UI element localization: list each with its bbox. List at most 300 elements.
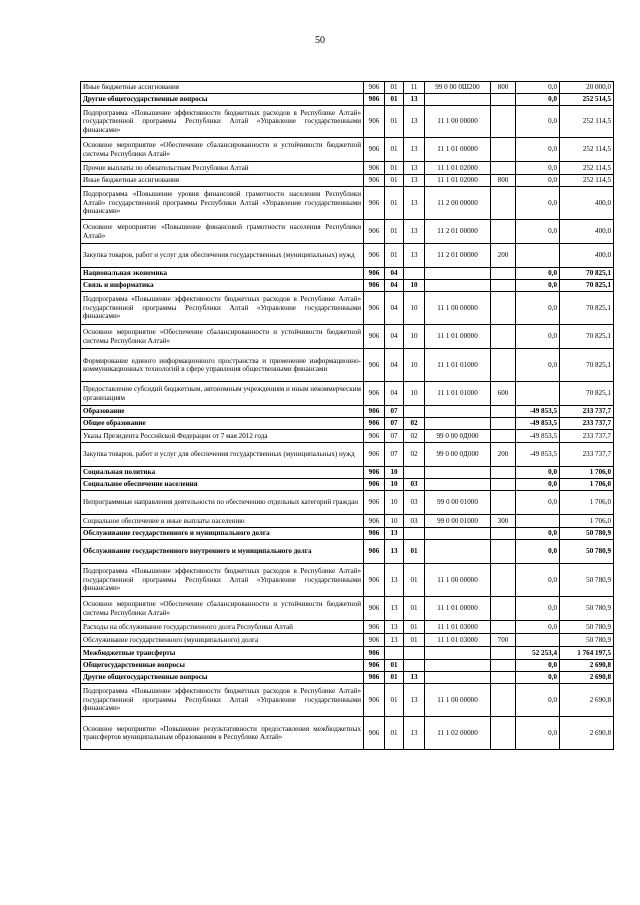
row-subsection-code: 10	[404, 325, 425, 349]
row-description: Основное мероприятие «Обеспечение сбалансированности и устойчивости бюджетной системы Республики Алтай»	[81, 597, 364, 621]
row-section-code: 13	[385, 540, 404, 564]
row-department-code: 906	[364, 292, 385, 325]
row-department-code: 906	[364, 106, 385, 138]
row-subsection-code: 02	[404, 430, 425, 443]
row-section-code: 13	[385, 597, 404, 621]
row-total: 70 825,1	[560, 280, 614, 292]
row-expense-type	[491, 94, 516, 106]
row-amendment: 0,0	[516, 292, 560, 325]
row-amendment: 0,0	[516, 94, 560, 106]
row-target-article: 99 0 00 0Ш200	[425, 82, 491, 94]
budget-table	[80, 81, 614, 750]
row-amendment: 0,0	[516, 175, 560, 187]
row-target-article: 11 1 01 01000	[425, 349, 491, 382]
row-subsection-code: 02	[404, 418, 425, 430]
row-amendment: 0,0	[516, 325, 560, 349]
row-total: 1 706,0	[560, 479, 614, 491]
table-row	[81, 268, 614, 280]
table-row	[81, 717, 614, 750]
table-row	[81, 382, 614, 406]
row-target-article: 11 1 02 00000	[425, 717, 491, 750]
row-section-code: 10	[385, 515, 404, 528]
row-amendment: 0,0	[516, 479, 560, 491]
row-description: Общегосударственные вопросы	[81, 660, 364, 672]
row-department-code: 906	[364, 280, 385, 292]
row-total: 50 780,9	[560, 621, 614, 634]
row-section-code: 01	[385, 660, 404, 672]
row-expense-type	[491, 220, 516, 244]
table-row	[81, 220, 614, 244]
row-description: Основное мероприятие «Обеспечение сбалансированности и устойчивости бюджетной системы Республики Алтай»	[81, 138, 364, 162]
row-description: Закупка товаров, работ и услуг для обеспечения государственных (муниципальных) нужд	[81, 244, 364, 268]
row-description: Предоставление субсидий бюджетным, автономным учреждениям и иным некоммерческим организациям	[81, 382, 364, 406]
row-target-article: 11 1 01 00000	[425, 325, 491, 349]
row-expense-type	[491, 467, 516, 479]
row-total: 50 780,9	[560, 634, 614, 647]
row-department-code: 906	[364, 491, 385, 515]
row-expense-type	[491, 280, 516, 292]
table-row	[81, 175, 614, 187]
row-section-code: 13	[385, 564, 404, 597]
row-description: Обслуживание государственного (муниципального) долга	[81, 634, 364, 647]
row-expense-type: 600	[491, 382, 516, 406]
row-amendment: 0,0	[516, 138, 560, 162]
row-description: Подпрограмма «Повышение эффективности бюджетных расходов в Республике Алтай» государственной программы Республики Алтай «Управление государственными финансами»	[81, 684, 364, 717]
row-section-code: 01	[385, 717, 404, 750]
row-amendment: 0,0	[516, 540, 560, 564]
row-amendment: 0,0	[516, 672, 560, 684]
row-amendment: -49 853,5	[516, 430, 560, 443]
row-department-code: 906	[364, 564, 385, 597]
row-expense-type	[491, 540, 516, 564]
row-expense-type	[491, 564, 516, 597]
row-total: 252 114,5	[560, 175, 614, 187]
row-section-code: 01	[385, 82, 404, 94]
row-expense-type	[491, 418, 516, 430]
row-subsection-code: 13	[404, 162, 425, 175]
table-row	[81, 418, 614, 430]
row-expense-type	[491, 479, 516, 491]
row-description: Иные бюджетные ассигнования	[81, 175, 364, 187]
row-subsection-code: 01	[404, 564, 425, 597]
row-section-code: 07	[385, 443, 404, 467]
row-subsection-code: 03	[404, 491, 425, 515]
row-target-article: 99 0 00 0Д000	[425, 430, 491, 443]
row-target-article	[425, 268, 491, 280]
row-subsection-code: 01	[404, 634, 425, 647]
row-expense-type: 200	[491, 443, 516, 467]
row-total: 50 780,9	[560, 564, 614, 597]
row-total: 1 706,0	[560, 491, 614, 515]
row-amendment: 0,0	[516, 467, 560, 479]
table-row	[81, 280, 614, 292]
row-total: 50 780,9	[560, 528, 614, 540]
row-section-code: 01	[385, 220, 404, 244]
row-expense-type	[491, 187, 516, 220]
row-target-article	[425, 672, 491, 684]
row-subsection-code: 11	[404, 82, 425, 94]
table-row	[81, 597, 614, 621]
row-description: Подпрограмма «Повышение эффективности бюджетных расходов в Республике Алтай» государственной программы Республики Алтай «Управление государственными финансами»	[81, 106, 364, 138]
row-section-code: 01	[385, 187, 404, 220]
row-section-code: 04	[385, 268, 404, 280]
row-department-code: 906	[364, 175, 385, 187]
row-subsection-code	[404, 660, 425, 672]
row-department-code: 906	[364, 515, 385, 528]
row-department-code: 906	[364, 220, 385, 244]
row-department-code: 906	[364, 138, 385, 162]
table-row	[81, 479, 614, 491]
row-total: 2 690,8	[560, 717, 614, 750]
row-department-code: 906	[364, 479, 385, 491]
row-section-code: 07	[385, 406, 404, 418]
table-row	[81, 106, 614, 138]
table-row	[81, 325, 614, 349]
row-subsection-code: 13	[404, 244, 425, 268]
table-row	[81, 540, 614, 564]
row-total: 2 690,8	[560, 684, 614, 717]
row-total: 252 114,5	[560, 138, 614, 162]
row-section-code: 01	[385, 162, 404, 175]
row-total: 1 706,0	[560, 467, 614, 479]
row-department-code: 906	[364, 82, 385, 94]
row-amendment: 0,0	[516, 349, 560, 382]
row-department-code: 906	[364, 540, 385, 564]
row-section-code: 01	[385, 175, 404, 187]
row-total: 70 825,1	[560, 292, 614, 325]
row-section-code: 01	[385, 672, 404, 684]
row-target-article: 11 2 01 00000	[425, 220, 491, 244]
row-section-code	[385, 647, 404, 660]
row-description: Связь и информатика	[81, 280, 364, 292]
row-target-article: 11 1 01 02000	[425, 175, 491, 187]
row-department-code: 906	[364, 528, 385, 540]
row-section-code: 04	[385, 325, 404, 349]
row-department-code: 906	[364, 162, 385, 175]
row-expense-type	[491, 491, 516, 515]
row-section-code: 04	[385, 280, 404, 292]
row-section-code: 07	[385, 418, 404, 430]
row-subsection-code: 10	[404, 349, 425, 382]
row-amendment: 0,0	[516, 564, 560, 597]
row-subsection-code: 10	[404, 292, 425, 325]
row-amendment: 52 253,4	[516, 647, 560, 660]
row-total: 50 780,9	[560, 540, 614, 564]
table-row	[81, 660, 614, 672]
row-target-article	[425, 94, 491, 106]
row-target-article	[425, 528, 491, 540]
row-description: Межбюджетные трансферты	[81, 647, 364, 660]
row-amendment: 0,0	[516, 106, 560, 138]
row-section-code: 13	[385, 621, 404, 634]
row-section-code: 01	[385, 684, 404, 717]
row-subsection-code: 01	[404, 540, 425, 564]
row-department-code: 906	[364, 418, 385, 430]
row-section-code: 01	[385, 94, 404, 106]
row-subsection-code: 13	[404, 138, 425, 162]
row-total: 1 706,0	[560, 515, 614, 528]
row-amendment	[516, 244, 560, 268]
row-section-code: 01	[385, 138, 404, 162]
row-subsection-code: 03	[404, 479, 425, 491]
row-expense-type	[491, 325, 516, 349]
row-target-article: 99 0 00 01000	[425, 515, 491, 528]
row-description: Расходы на обслуживание государственного долга Республики Алтай	[81, 621, 364, 634]
row-subsection-code: 13	[404, 684, 425, 717]
row-expense-type	[491, 138, 516, 162]
row-department-code: 906	[364, 634, 385, 647]
row-department-code: 906	[364, 430, 385, 443]
row-target-article: 99 0 00 01000	[425, 491, 491, 515]
row-amendment: 0,0	[516, 187, 560, 220]
row-target-article: 11 2 01 00000	[425, 244, 491, 268]
row-subsection-code: 13	[404, 175, 425, 187]
row-section-code: 10	[385, 491, 404, 515]
row-section-code: 07	[385, 430, 404, 443]
row-description: Подпрограмма «Повышение эффективности бюджетных расходов в Республике Алтай» государственной программы Республики Алтай «Управление государственными финансами»	[81, 292, 364, 325]
row-description: Социальное обеспечение и иные выплаты населению	[81, 515, 364, 528]
row-target-article: 11 1 00 00000	[425, 684, 491, 717]
row-total: 233 737,7	[560, 430, 614, 443]
row-department-code: 906	[364, 467, 385, 479]
row-total: 233 737,7	[560, 443, 614, 467]
row-total: 70 825,1	[560, 268, 614, 280]
row-total: 20 000,0	[560, 82, 614, 94]
table-row	[81, 634, 614, 647]
row-total: 252 114,5	[560, 162, 614, 175]
row-section-code: 01	[385, 106, 404, 138]
row-target-article: 11 1 01 00000	[425, 138, 491, 162]
row-expense-type	[491, 672, 516, 684]
row-target-article	[425, 540, 491, 564]
table-row	[81, 467, 614, 479]
row-expense-type	[491, 660, 516, 672]
table-row	[81, 292, 614, 325]
table-row	[81, 647, 614, 660]
row-description: Основное мероприятие «Повышение финансовой грамотности населения Республики Алтай»	[81, 220, 364, 244]
row-department-code: 906	[364, 382, 385, 406]
row-description: Иные бюджетные ассигнования	[81, 82, 364, 94]
row-expense-type	[491, 162, 516, 175]
row-total: 70 825,1	[560, 349, 614, 382]
row-amendment: 0,0	[516, 280, 560, 292]
row-amendment: -49 853,5	[516, 418, 560, 430]
row-total: 2 690,8	[560, 660, 614, 672]
table-row	[81, 621, 614, 634]
table-row	[81, 244, 614, 268]
row-total: 70 825,1	[560, 382, 614, 406]
row-target-article	[425, 660, 491, 672]
row-subsection-code: 10	[404, 280, 425, 292]
row-expense-type	[491, 349, 516, 382]
row-department-code: 906	[364, 717, 385, 750]
row-expense-type: 300	[491, 515, 516, 528]
row-amendment: 0,0	[516, 82, 560, 94]
row-amendment: 0,0	[516, 491, 560, 515]
row-target-article	[425, 647, 491, 660]
row-expense-type	[491, 717, 516, 750]
row-expense-type: 800	[491, 82, 516, 94]
row-amendment: -49 853,5	[516, 406, 560, 418]
row-amendment: 0,0	[516, 220, 560, 244]
row-department-code: 906	[364, 684, 385, 717]
row-target-article	[425, 406, 491, 418]
row-department-code: 906	[364, 647, 385, 660]
table-row	[81, 515, 614, 528]
row-subsection-code: 01	[404, 597, 425, 621]
table-row	[81, 406, 614, 418]
row-target-article: 11 1 00 00000	[425, 564, 491, 597]
row-expense-type	[491, 621, 516, 634]
row-amendment: 0,0	[516, 528, 560, 540]
row-subsection-code	[404, 406, 425, 418]
row-total: 400,0	[560, 220, 614, 244]
row-description: Социальная политика	[81, 467, 364, 479]
row-section-code: 13	[385, 528, 404, 540]
row-total: 252 514,5	[560, 94, 614, 106]
row-department-code: 906	[364, 621, 385, 634]
row-total: 50 780,9	[560, 597, 614, 621]
row-amendment	[516, 382, 560, 406]
row-expense-type	[491, 528, 516, 540]
table-row	[81, 564, 614, 597]
row-target-article: 11 1 01 00000	[425, 597, 491, 621]
row-subsection-code: 13	[404, 717, 425, 750]
row-section-code: 10	[385, 479, 404, 491]
row-subsection-code: 13	[404, 106, 425, 138]
row-target-article: 11 1 00 00000	[425, 106, 491, 138]
row-department-code: 906	[364, 597, 385, 621]
table-row	[81, 82, 614, 94]
row-target-article: 11 1 01 01000	[425, 382, 491, 406]
row-subsection-code: 13	[404, 220, 425, 244]
row-description: Обслуживание государственного внутреннего и муниципального долга	[81, 540, 364, 564]
row-subsection-code	[404, 268, 425, 280]
table-row	[81, 349, 614, 382]
row-amendment: 0,0	[516, 621, 560, 634]
row-total: 252 114,5	[560, 106, 614, 138]
row-description: Подпрограмма «Повышение эффективности бюджетных расходов в Республике Алтай» государственной программы Республики Алтай «Управление государственными финансами»	[81, 564, 364, 597]
row-department-code: 906	[364, 443, 385, 467]
row-description: Образование	[81, 406, 364, 418]
row-description: Другие общегосударственные вопросы	[81, 672, 364, 684]
table-row	[81, 672, 614, 684]
row-expense-type	[491, 106, 516, 138]
row-description: Указы Президента Российской Федерации от 7 мая 2012 года	[81, 430, 364, 443]
row-department-code: 906	[364, 94, 385, 106]
row-department-code: 906	[364, 672, 385, 684]
table-row	[81, 684, 614, 717]
row-target-article: 11 1 00 00000	[425, 292, 491, 325]
row-subsection-code	[404, 528, 425, 540]
table-row	[81, 94, 614, 106]
row-target-article: 11 2 00 00000	[425, 187, 491, 220]
row-subsection-code	[404, 467, 425, 479]
row-amendment: 0,0	[516, 162, 560, 175]
row-expense-type: 800	[491, 175, 516, 187]
row-description: Национальная экономика	[81, 268, 364, 280]
table-row	[81, 528, 614, 540]
row-description: Основное мероприятие «Обеспечение сбалансированности и устойчивости бюджетной системы Республики Алтай»	[81, 325, 364, 349]
row-description: Закупка товаров, работ и услуг для обеспечения государственных (муниципальных) нужд	[81, 443, 364, 467]
table-row	[81, 162, 614, 175]
row-amendment: 0,0	[516, 717, 560, 750]
row-amendment: 0,0	[516, 268, 560, 280]
table-row	[81, 430, 614, 443]
row-expense-type	[491, 268, 516, 280]
row-subsection-code: 13	[404, 187, 425, 220]
row-subsection-code: 01	[404, 621, 425, 634]
row-total: 400,0	[560, 187, 614, 220]
row-subsection-code: 13	[404, 94, 425, 106]
row-target-article: 11 1 01 02000	[425, 162, 491, 175]
row-target-article	[425, 479, 491, 491]
row-total: 2 690,8	[560, 672, 614, 684]
row-target-article: 11 1 01 03000	[425, 634, 491, 647]
table-body	[81, 82, 614, 750]
row-expense-type	[491, 292, 516, 325]
row-department-code: 906	[364, 187, 385, 220]
row-target-article	[425, 467, 491, 479]
row-target-article: 11 1 01 03000	[425, 621, 491, 634]
row-subsection-code: 10	[404, 382, 425, 406]
row-description: Обслуживание государственного и муниципального долга	[81, 528, 364, 540]
row-department-code: 906	[364, 244, 385, 268]
row-department-code: 906	[364, 268, 385, 280]
row-department-code: 906	[364, 325, 385, 349]
row-amendment	[516, 634, 560, 647]
row-section-code: 13	[385, 634, 404, 647]
row-amendment	[516, 515, 560, 528]
row-expense-type	[491, 430, 516, 443]
page-number: 50	[315, 35, 325, 46]
row-department-code: 906	[364, 660, 385, 672]
row-expense-type: 700	[491, 634, 516, 647]
row-description: Подпрограмма «Повышение уровня финансовой грамотности населения Республики Алтай» государственной программы Республики Алтай «Управление государственными финансами»	[81, 187, 364, 220]
row-description: Социальное обеспечение населения	[81, 479, 364, 491]
row-amendment: 0,0	[516, 660, 560, 672]
row-description: Формирование единого информационного пространства и применение информационно-коммуникационных технологий в сфере управления общественными финансами	[81, 349, 364, 382]
row-expense-type	[491, 684, 516, 717]
row-description: Прочие выплаты по обязательствам Республики Алтай	[81, 162, 364, 175]
row-total: 400,0	[560, 244, 614, 268]
row-section-code: 10	[385, 467, 404, 479]
row-total: 1 764 197,5	[560, 647, 614, 660]
row-description: Другие общегосударственные вопросы	[81, 94, 364, 106]
row-expense-type	[491, 647, 516, 660]
row-section-code: 04	[385, 349, 404, 382]
row-subsection-code	[404, 647, 425, 660]
table-row	[81, 443, 614, 467]
row-target-article: 99 0 00 0Д000	[425, 443, 491, 467]
row-amendment: 0,0	[516, 684, 560, 717]
row-subsection-code: 03	[404, 515, 425, 528]
row-total: 233 737,7	[560, 418, 614, 430]
row-expense-type: 200	[491, 244, 516, 268]
row-department-code: 906	[364, 349, 385, 382]
row-department-code: 906	[364, 406, 385, 418]
row-description: Общее образование	[81, 418, 364, 430]
row-amendment: -49 853,5	[516, 443, 560, 467]
row-section-code: 04	[385, 382, 404, 406]
row-description: Основное мероприятие «Повышение результативности предоставления межбюджетных трансфертов муниципальным образованиям в Республике Алтай»	[81, 717, 364, 750]
row-expense-type	[491, 597, 516, 621]
row-target-article	[425, 280, 491, 292]
row-section-code: 04	[385, 292, 404, 325]
row-amendment: 0,0	[516, 597, 560, 621]
row-target-article	[425, 418, 491, 430]
row-expense-type	[491, 406, 516, 418]
